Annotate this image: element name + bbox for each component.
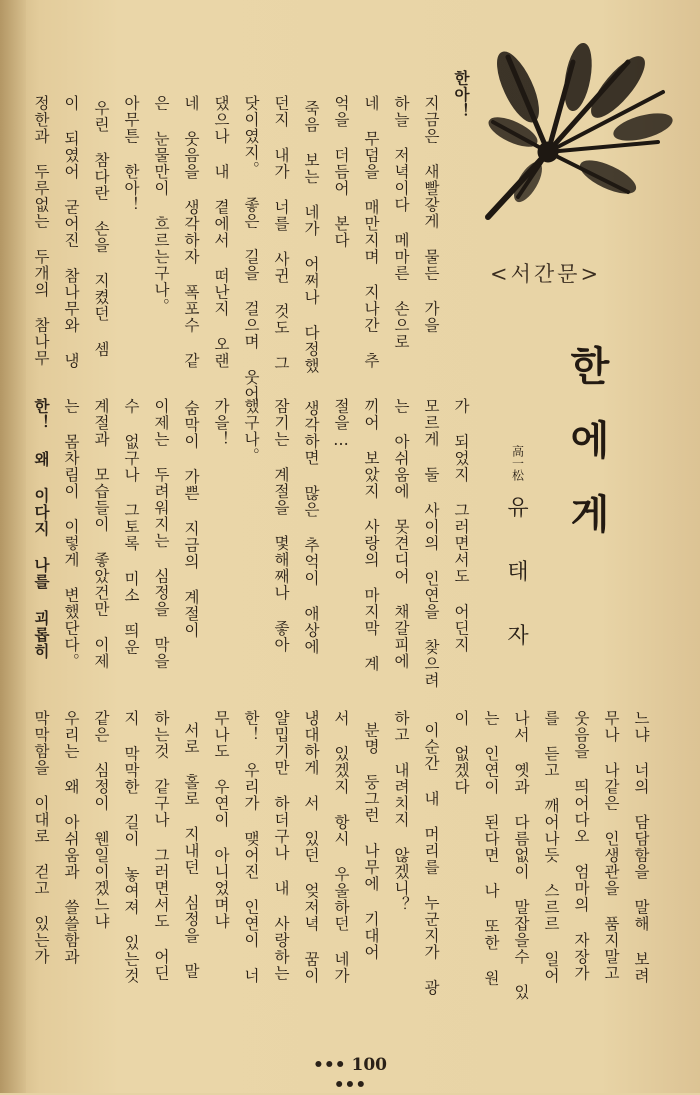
title-char: 에 <box>570 417 610 464</box>
text-column: 냉대하게 서 있던 엊저녁 꿈이 <box>302 710 320 984</box>
text-column: 숨막이 가쁜 지금의 계절이 <box>182 400 200 639</box>
text-column: 던지 내가 너를 사귄 것도 그 <box>272 95 290 372</box>
text-column: 우린 참다란 손을 지켰던 셈 <box>92 100 110 358</box>
text-column: 네 무덤을 매만지며 지나간 추 <box>362 95 380 369</box>
text-column: 분명 둥그런 나무에 기대어 <box>362 722 380 961</box>
text-column: 는 몸차림이 이렇게 변했단다。 <box>62 398 80 670</box>
text-column: 막막함을 이대로 걷고 있는가 <box>32 710 50 965</box>
text-column: 절을… <box>332 398 350 450</box>
text-column: 한！ 우리가 맺어진 인연이 너 <box>242 710 260 984</box>
text-column: 한아！ <box>452 70 471 120</box>
text-column: 댔으나 내 곁에서 떠난지 오랜 <box>212 95 230 369</box>
text-column: 서로 홀로 지내던 심정을 말 <box>182 722 200 980</box>
text-column: 수 없구나 그토록 미소 띄운 <box>122 398 140 656</box>
text-column: 우리는 왜 아쉬움과 쓸쓸함과 <box>62 710 80 965</box>
text-column: 이 되였어 굳어진 참나무와 냉 <box>62 95 80 369</box>
text-column: 닷이였지。 좋은 길을 걸으며 웃어 <box>242 95 260 402</box>
text-column: 서 있겠지 항시 우울하던 네가 <box>332 710 350 984</box>
text-column: 를 듣고 깨어나듯 스르르 일어 <box>542 710 560 984</box>
text-column: 는 아쉬움에 못견디어 채갈피에 <box>392 398 410 670</box>
author-name-char: 유 <box>507 496 529 521</box>
text-column: 아무튼 한아！ <box>122 95 140 213</box>
text-column: 무나 나같은 인생관을 품지말고 <box>602 710 620 982</box>
decorative-plant-illustration <box>478 32 674 222</box>
text-column: 가을！ <box>212 398 230 448</box>
text-column: 웃음을 띄어다오 엄마의 자장가 <box>572 710 590 982</box>
text-column: 무나도 우연이 아니었며냐 <box>212 710 230 930</box>
text-column: 하고 내려치지 않겠니？ <box>392 710 410 913</box>
title-char: 게 <box>570 491 610 538</box>
author-pen-name: 高一松 <box>510 445 525 481</box>
text-column: 는 인연이 된다면 나 또한 원 <box>482 710 500 987</box>
book-spine-shadow <box>0 0 26 1093</box>
author-name-char: 태 <box>507 560 529 585</box>
text-column: 은 눈물만이 흐르는구나。 <box>152 95 170 315</box>
text-column: 같은 심정이 웬일이겠느냐 <box>92 710 110 930</box>
author-byline <box>498 445 538 649</box>
text-column: 이제는 두려워지는 심정을 막을 <box>152 398 170 670</box>
page-number: ••• 100 ••• <box>312 1055 387 1095</box>
text-column: 했구나。 <box>242 398 260 464</box>
text-column: 모르게 둘 사이의 인연을 찾으려 <box>422 398 440 689</box>
text-column: 이 없겠다 <box>452 710 470 795</box>
text-column: 잠기는 계절을 몇해째나 좋아 <box>272 398 290 653</box>
text-column: 느냐 너의 담담함을 말해 보려 <box>632 710 650 984</box>
text-column: 정한과 두루없는 두개의 참나무 <box>32 95 50 367</box>
text-column: 한！ 왜 이다지 나를 괴롭히 <box>32 398 51 660</box>
article-title <box>560 345 620 537</box>
section-heading: <서간문> <box>490 262 602 286</box>
text-column: 이순간 내 머리를 누군지가 광 <box>422 722 440 996</box>
author-name-char: 자 <box>507 624 529 649</box>
author-name <box>507 497 528 649</box>
text-column: 하는것 같구나 그러면서도 어딘 <box>152 710 170 982</box>
text-column: 죽음 보는 네가 어쩌나 다정했 <box>302 100 320 374</box>
text-column: 얄밉기만 하더구나 내 사랑하는 <box>272 710 290 982</box>
text-column: 계절과 모습들이 좋았건만 이제 <box>92 398 110 670</box>
text-column: 가 되었지 그러면서도 어딘지 <box>452 398 470 653</box>
text-column: 끼어 보았지 사랑의 마지막 계 <box>362 398 380 672</box>
text-column: 생각하면 많은 추억이 애상에 <box>302 400 320 655</box>
text-column: 지 막막한 길이 놓여져 있는것 <box>122 710 140 984</box>
text-column: 하늘 저녁이다 메마른 손으로 <box>392 95 410 350</box>
text-column: 나서 옛과 다름없이 말잡을수 있 <box>512 710 530 1001</box>
text-column: 지금은 새빨갛게 물든 가을 <box>422 95 440 334</box>
title-char: 한 <box>570 343 610 390</box>
text-column: 네 웃음을 생각하자 폭포수 같 <box>182 95 200 369</box>
text-column: 억을 더듬어 본다 <box>332 95 350 249</box>
